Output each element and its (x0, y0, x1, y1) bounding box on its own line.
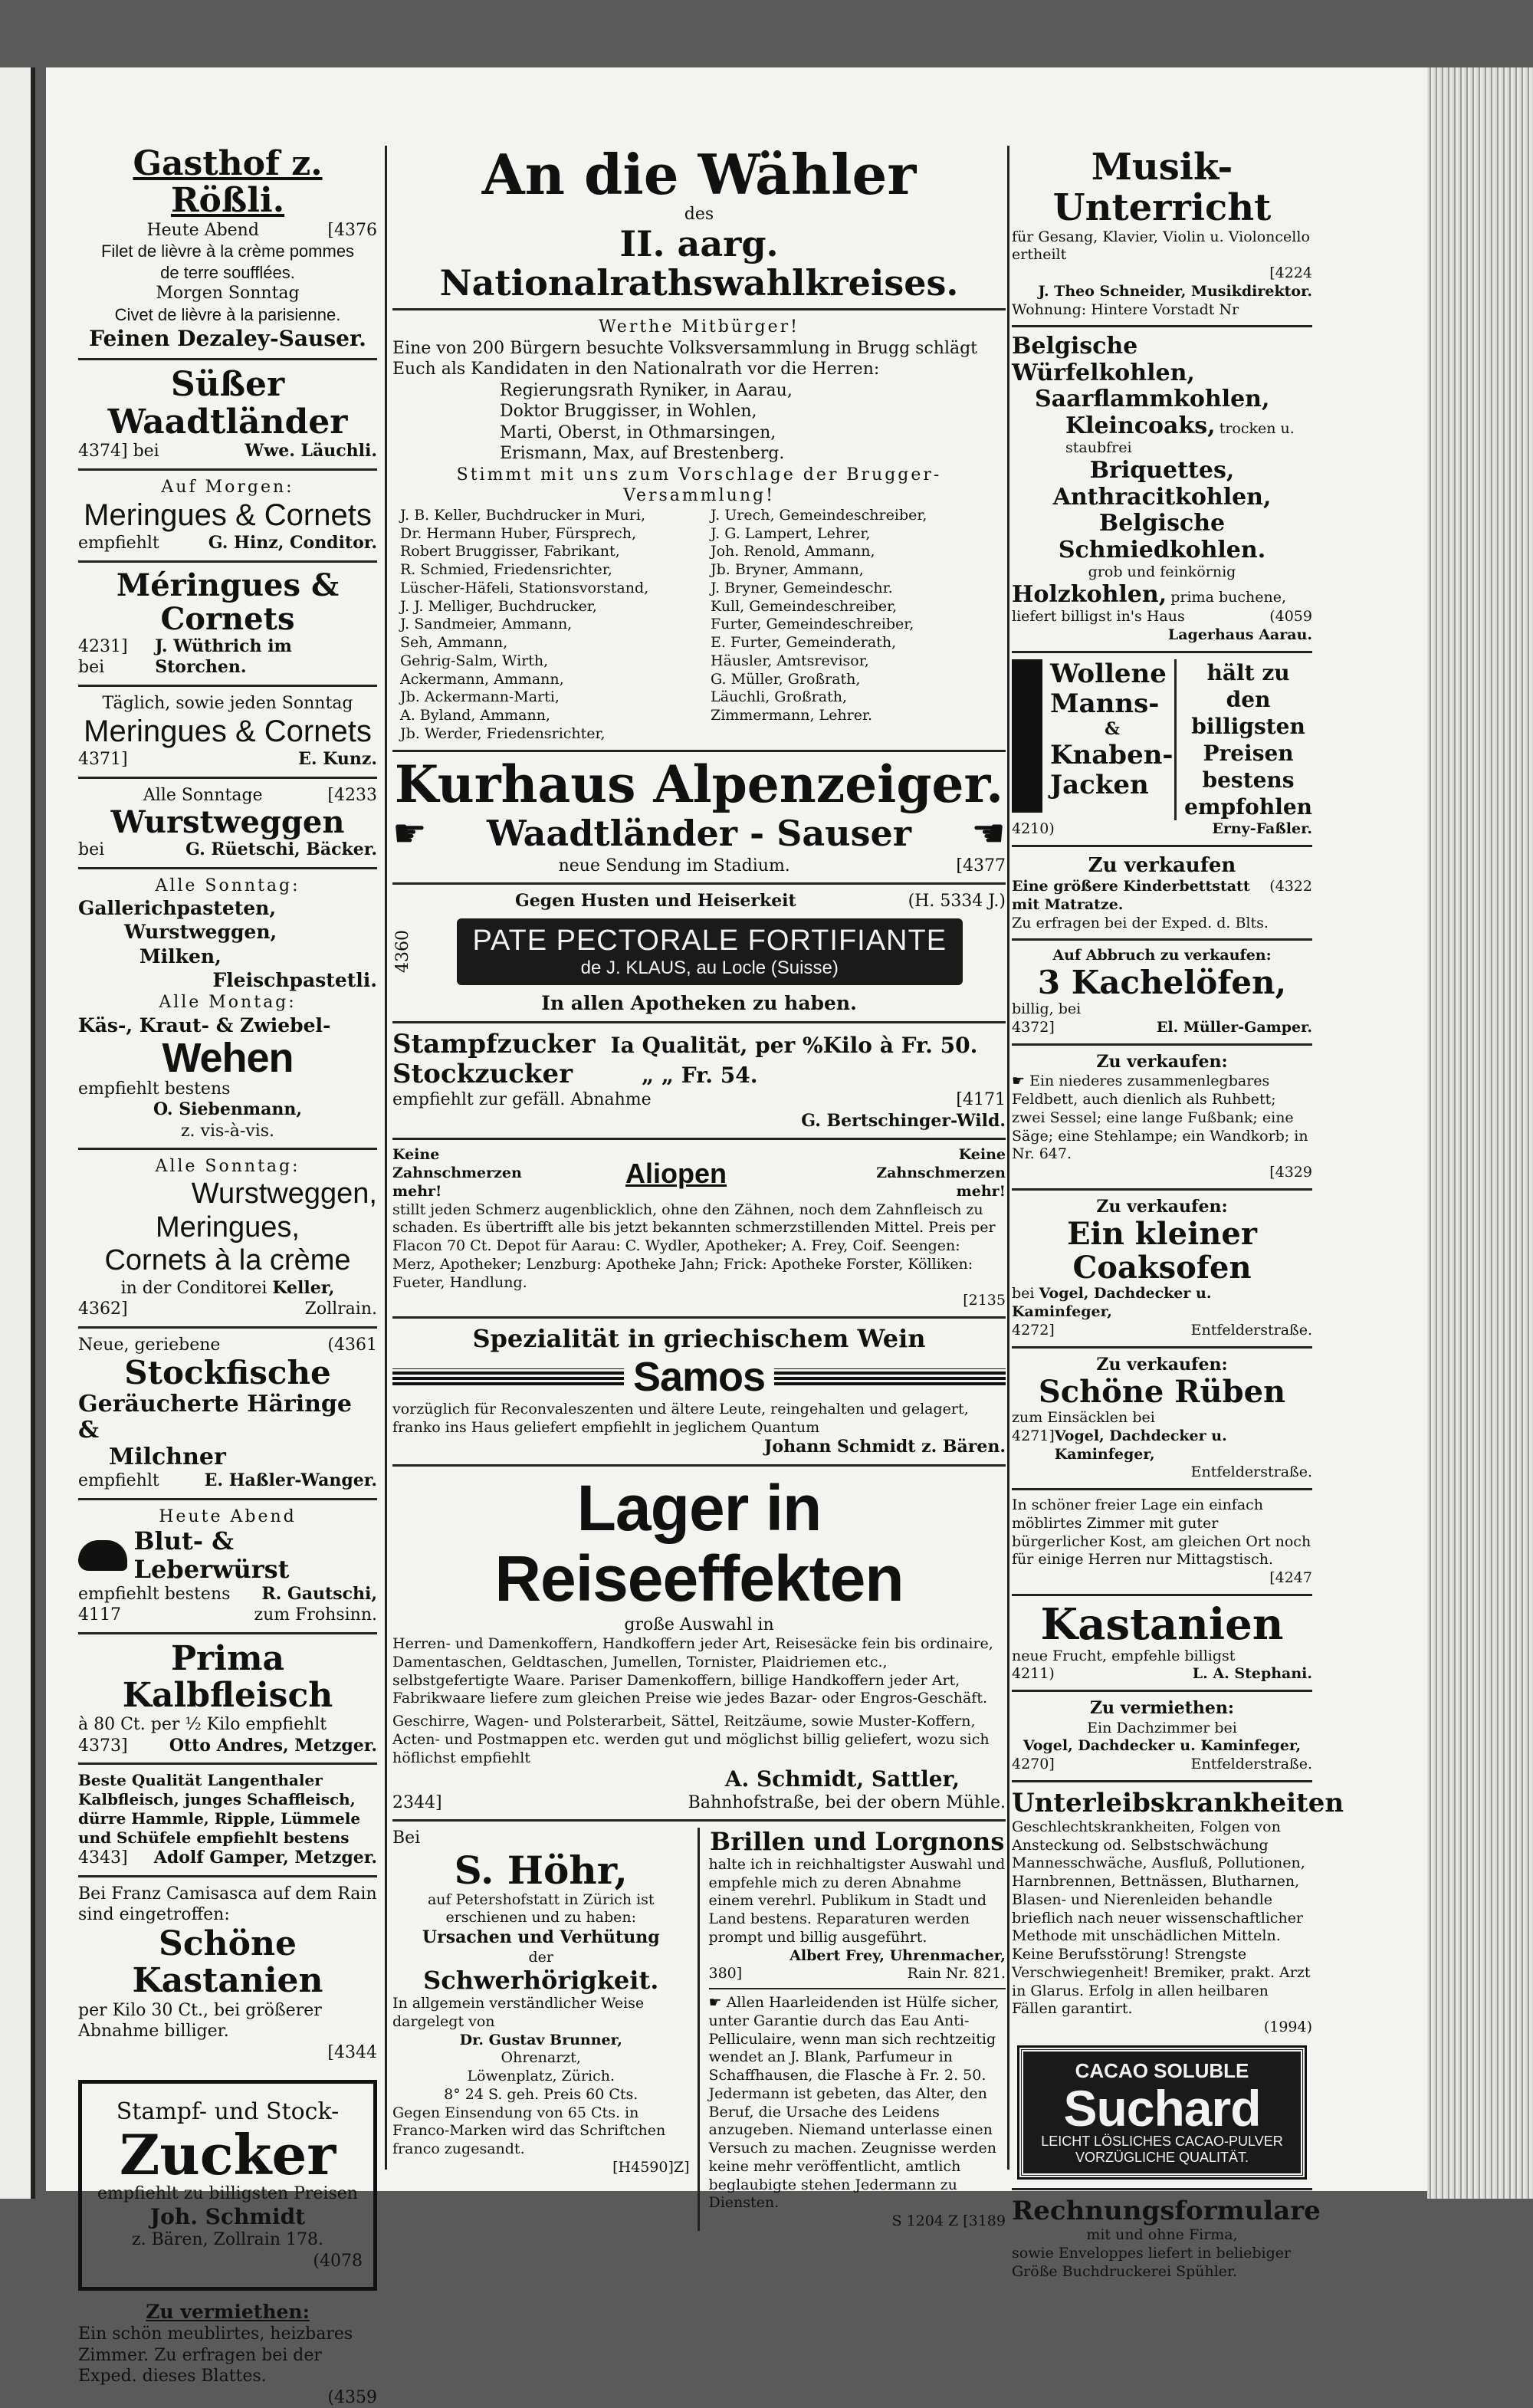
ad-subtitle: Schwerhörigkeit. (423, 1966, 659, 1996)
ad-item: Wollene (1050, 658, 1167, 689)
ad-text: Bahnhofstraße, bei der obern Mühle. (688, 1792, 1006, 1812)
ad-ref: 4270] (1012, 1756, 1055, 1773)
ad-text: Vogel, Dachdecker u. Kaminfeger, (1012, 1285, 1212, 1321)
ad-item: bestens (1202, 767, 1295, 793)
ad-item: Gallerichpasteten, (78, 897, 277, 920)
signatory: Joh. Renold, Ammann, (711, 543, 875, 560)
ad-text: In allen Apotheken zu haben. (541, 991, 857, 1014)
signatory: J. J. Melliger, Buchdrucker, (400, 597, 597, 615)
ad-waehler (392, 142, 1006, 744)
ad-bett (1012, 853, 1312, 933)
ad-ref: [4377 (956, 856, 1006, 875)
signatory: Seh, Ammann, (400, 634, 508, 652)
signatory: A. Byland, Ammann, (400, 707, 550, 724)
ad-ref: (4361 (327, 1335, 377, 1355)
adjacent-page-edge (0, 67, 35, 2199)
column-middle (392, 77, 1006, 2231)
ad-text: Eine von 200 Bürgern besuchte Volksversammlung in Brugg schlägt Euch als Kandidaten in den Nationalrath vor die Herren: (392, 338, 978, 379)
ad-item: Meringues, (156, 1211, 300, 1243)
ad-subtitle: II. aarg. Nationalrathswahlkreises. (439, 223, 959, 304)
ad-name: J. Wüthrich im Storchen. (155, 636, 292, 678)
ad-text: In allgemein verständlicher Weise dargelegt von (392, 1995, 645, 2030)
ad-text: Täglich, sowie jeden Sonntag (102, 693, 353, 713)
ad-subtitle: de J. KLAUS, au Locle (Suisse) (580, 957, 839, 978)
signatory: J. Sandmeier, Ammann, (400, 616, 573, 633)
ad-title: Aliopen (625, 1157, 727, 1189)
ad-title: Wurstweggen (110, 804, 345, 841)
ad-text: mit und ohne Firma, (1086, 2226, 1238, 2244)
ad-ref: (4322 (1269, 878, 1312, 895)
ad-hoehr (392, 1828, 700, 2231)
ad-name: Albert Frey, Uhrenmacher, (789, 1946, 1006, 1964)
ad-text: Herren- und Damenkoffern, Handkoffern jeder Art, Reisesäcke fein bis ordinaire, Damentaschen, Geldtaschen, Jumellen, Tornister, Plaidriemen etc., selbstgefertigte Waare. Pariser Damenkoffern, billige Handkoffern jeder Art, Fabrikwaare liefere zum gleichen Preise wie jedes Bazar- oder Engros-Geschäft. (392, 1635, 993, 1707)
ad-text: 8° 24 S. geh. Preis 60 Cts. (444, 2085, 638, 2103)
ad-item: Geräucherte Häringe & (78, 1390, 352, 1444)
ad-keller (78, 1156, 377, 1320)
ad-name: E. Kunz. (298, 749, 377, 770)
ad-text: Ein Dachzimmer bei (1087, 1719, 1237, 1736)
ad-text: empfiehlt zur gefäll. Abnahme (392, 1090, 652, 1110)
signatories-left (400, 507, 688, 744)
signatories-right (711, 507, 998, 744)
ad-ruetschi (78, 785, 377, 861)
ad-text: VORZÜGLICHE QUALITÄT. (1075, 2149, 1249, 2165)
ad-ref: 4211) (1012, 1665, 1055, 1683)
ad-text: Morgen Sonntag (156, 284, 300, 304)
ad-name: A. Schmidt, Sattler, (724, 1766, 960, 1792)
ad-title: Zu verkaufen (1088, 853, 1236, 877)
ad-ref: 4373] (78, 1736, 128, 1756)
ad-text: sowie Enveloppes liefert in beliebiger Größe Buchdruckerei Spühler. (1012, 2244, 1292, 2280)
ad-item: Wurstweggen, (124, 921, 277, 944)
ad-ref: 4343] (78, 1848, 128, 1868)
ad-text: de terre soufflées. (160, 262, 295, 282)
ad-text: empfiehlt bestens (78, 1584, 231, 1604)
ornament-bar (774, 1368, 1006, 1385)
signatory: J. Bryner, Gemeindeschr. (711, 579, 893, 596)
ad-subtitle: Waadtländer - Sauser (486, 812, 912, 854)
ad-kacheloefen (1012, 947, 1312, 1036)
ad-ref: 4372] (1012, 1019, 1055, 1036)
ad-text: Ohrenarzt, (501, 2049, 581, 2067)
ad-text: für Gesang, Klavier, Violin u. Violoncello ertheilt (1012, 228, 1310, 264)
ad-ref: [4233 (327, 785, 377, 805)
ad-item: empfohlen (1184, 793, 1312, 820)
ad-feldbett (1012, 1052, 1312, 1182)
ad-brillen (709, 1828, 1006, 1983)
ad-text: Eine größere Kinderbettstatt mit Matratze. (1012, 878, 1250, 913)
ad-title: Unterleibskrankheiten (1012, 1787, 1344, 1818)
column-right (1012, 77, 1344, 2281)
pointing-hand-icon: ☛ (708, 1994, 727, 2012)
ad-reiseeffekten (392, 1473, 1006, 1813)
ad-title: Schöne Kastanien (132, 1923, 323, 2001)
ad-name: G. Rüetschi, Bäcker. (185, 839, 377, 860)
ad-ref: [H4590]Z] (612, 2158, 690, 2176)
ad-ref: 4371] (78, 750, 128, 770)
ad-ref: S 1204 Z [3189 (891, 2213, 1006, 2230)
ad-gautschi (78, 1506, 377, 1626)
ad-name: Dr. Gustav Brunner, (459, 2031, 622, 2048)
ad-text: Keine Zahnschmerzen mehr! (876, 1146, 1006, 1200)
ad-text: Bei Franz Camisasca auf dem Rain sind eingetroffen: (78, 1884, 377, 1925)
ad-rueben (1012, 1355, 1312, 1483)
ad-ref: (4078 (313, 2251, 363, 2271)
ad-name: Lagerhaus Aarau. (1167, 626, 1312, 644)
ad-name: G. Bertschinger-Wild. (801, 1110, 1006, 1131)
ad-text: Entfelderstraße. (1190, 1464, 1312, 1481)
ad-coaksofen (1012, 1197, 1312, 1340)
signatory: Robert Bruggisser, Fabrikant, (400, 543, 620, 560)
ad-item: den (1226, 686, 1271, 712)
ad-suchard (1019, 2048, 1305, 2177)
ad-text: Allen Haarleidenden ist Hülfe sicher, unter Garantie durch das Eau Anti-Pelliculaire, wenn man sich rechtzeitig wendet an J. Blank, Parfumeur in Schaffhausen, die Flasche à Fr. 2. 50. Jedermann ist gebeten, das Alter, den Beruf, die Ursache des Leidens anzugeben. Niemand unterlasse einen Versuch zu machen. Zeugnisse werden keine mehr veröffentlicht, amtlich beglaubigte stehen Jedermann zu Diensten. (708, 1994, 1000, 2212)
ad-item: Holzkohlen, (1012, 580, 1167, 608)
ad-item: Belgische Schmiedkohlen. (1058, 510, 1266, 563)
ad-name: R. Gautschi, (261, 1583, 377, 1604)
ad-ref: (1994) (1263, 2019, 1312, 2036)
ad-aliopen (392, 1146, 1006, 1310)
ad-title: PATE PECTORALE FORTIFIANTE (472, 924, 947, 957)
ad-text: empfiehlt (78, 1471, 159, 1491)
ad-text: Stimmt mit uns zum Vorschlage der Brugger-Versammlung! (456, 465, 942, 506)
ad-text: Beste Qualität Langenthaler Kalbfleisch, junges Schaffleisch, dürre Hammle, Ripple, Lümmele und Schüfele empfiehlt bestens (78, 1771, 361, 1848)
ad-name: J. Theo Schneider, Musikdirektor. (1038, 282, 1312, 300)
candidate: Marti, Oberst, in Othmarsingen, (500, 422, 776, 442)
ad-name: Ein kleiner Coaksofen (1067, 1216, 1257, 1286)
ad-title: Suchard (1063, 2079, 1261, 2137)
ad-text: Werthe Mitbürger! (598, 317, 799, 337)
ad-title: Kurhaus Alpenzeiger. (394, 754, 1004, 814)
ad-item: Ia Qualität, per %Kilo à Fr. 50. (610, 1033, 978, 1059)
ad-zimmer (1012, 1496, 1312, 1588)
ad-name: Johann Schmidt z. Bären. (763, 1437, 1006, 1457)
ad-text: bei (78, 840, 105, 860)
ad-title: An die Wähler (481, 142, 917, 207)
candidate: Erismann, Max, auf Brestenberg. (500, 444, 785, 464)
ad-title: 3 Kachelöfen, (1037, 964, 1287, 1002)
ad-text: trocken u. staubfrei (1065, 419, 1295, 457)
ad-text: prima buchene, (1170, 588, 1286, 606)
ad-text: Alle Montag: (159, 993, 297, 1013)
candidate: Regierungsrath Ryniker, in Aarau, (500, 380, 793, 400)
ad-name: Schöne Rüben (1038, 1374, 1286, 1411)
ad-text: halte ich in reichhaltigster Auswahl und empfehle mich zu deren Abnahme einem verehrl. Publikum in Stadt und Land bestens. Reparaturen werden prompt und billig ausgeführt. (708, 1855, 1006, 1946)
ad-item: Käs-, Kraut- & Zwiebel- (78, 1013, 331, 1036)
signatory: Läuchli, Großrath, (711, 688, 848, 706)
ad-text: z. Bären, Zollrain 178. (132, 2230, 323, 2249)
ad-title: Spezialität in griechischem Wein (472, 1324, 926, 1354)
ad-text: Ursachen und Verhütung (422, 1927, 660, 1948)
signatory: Jb. Ackermann-Marti, (400, 688, 560, 706)
ad-title: Meringues & Cornets (84, 498, 372, 533)
pointing-hand-left-icon: ☚ (971, 810, 1006, 856)
ad-item: hält zu (1206, 659, 1290, 685)
ad-title: Süßer Waadtländer (107, 365, 348, 442)
ad-item: Kleincoaks, (1065, 412, 1216, 439)
ad-text: Löwenplatz, Zürich. (467, 2068, 615, 2085)
ad-item: Manns- (1050, 688, 1160, 719)
ad-ref: [4247 (1269, 1569, 1312, 1587)
ad-text: große Auswahl in (624, 1615, 774, 1634)
ad-title: Prima Kalbfleisch (122, 1638, 333, 1716)
ad-ref: 4362] (78, 1299, 128, 1319)
ad-ref: 4271] (1012, 1427, 1055, 1444)
ad-text: Wohnung: Hintere Vorstadt Nr (1012, 301, 1239, 318)
ad-title: Musik-Unterricht (1052, 146, 1272, 229)
ad-item: Briquettes, (1089, 457, 1235, 485)
ad-text: CACAO SOLUBLE (1075, 2058, 1249, 2082)
ad-item: Knaben- (1050, 739, 1174, 770)
ad-item: Milken, (140, 944, 222, 967)
ad-schmidt-zucker (78, 2080, 377, 2291)
ad-name: G. Hinz, Conditor. (208, 533, 377, 554)
ad-ref: 4117 (78, 1605, 121, 1625)
ad-ref: 4210) (1012, 820, 1055, 837)
ad-text: empfiehlt bestens (78, 1079, 231, 1099)
ad-title: Lager in Reiseeffekten (494, 1471, 904, 1615)
signatory: G. Müller, Großrath, (711, 670, 861, 688)
ad-text: Gegen Husten und Heiserkeit (515, 891, 796, 912)
ad-haar (709, 1994, 1006, 2231)
ad-text: billig, bei (1012, 1000, 1082, 1018)
ad-title: Blut- & Leberwürst (133, 1526, 290, 1584)
ad-siebenmann (78, 875, 377, 1142)
column-rule-1 (385, 146, 387, 2170)
ad-name: Otto Andres, Metzger. (169, 1735, 377, 1756)
signatory: Zimmermann, Lehrer. (711, 707, 872, 724)
ad-text: z. vis-à-vis. (180, 1121, 275, 1141)
ad-text: Auf Morgen: (161, 477, 294, 497)
ad-ref: (4059 (1269, 608, 1312, 626)
ad-text: Geschirre, Wagen- und Polsterarbeit, Sättel, Reitzäume, sowie Muster-Koffern, Acten- und Postmappen etc. werden gut und möglichst billig geliefert, wozu sich höflichst empfiehlt (392, 1713, 990, 1766)
ad-name: L. A. Stephani. (1192, 1665, 1312, 1683)
ad-text: Vogel, Dachdecker u. Kaminfeger, (1054, 1427, 1227, 1463)
pointing-hand-icon: ☛ (1012, 1073, 1030, 1090)
ad-hinz (78, 477, 377, 554)
ad-item: „ „ Fr. 54. (642, 1063, 758, 1089)
ad-text: zum Frohsinn. (254, 1605, 377, 1625)
ad-text: Heute Abend (159, 1506, 297, 1526)
ad-title: Kastanien (1040, 1598, 1284, 1650)
ad-text: Entfelderstraße. (1190, 1321, 1312, 1339)
ad-text: in der Conditorei (120, 1278, 268, 1298)
ad-title: Rechnungsformulare (1012, 2195, 1321, 2226)
ad-title: S. Höhr, (454, 1847, 628, 1893)
ad-ref: 2344] (392, 1792, 442, 1812)
ad-title: Brillen und Lorgnons (710, 1827, 1005, 1857)
signatory: J. B. Keller, Buchdrucker in Muri, (400, 506, 645, 524)
ad-gamper (78, 1771, 377, 1869)
ad-ref: (H. 5334 J.) (908, 892, 1006, 912)
page-stack-edge (1427, 67, 1533, 2199)
ad-hassler (78, 1335, 377, 1492)
ad-text: à 80 Ct. per ½ Kilo empfiehlt (78, 1715, 327, 1735)
ad-text: auf Petershofstatt in Zürich ist erschienen und zu haben: (427, 1891, 655, 1927)
ad-name: Samos (632, 1353, 766, 1400)
ad-musik (1012, 147, 1312, 319)
ad-text: neue Frucht, empfehle billigst (1012, 1647, 1236, 1664)
column-rule-2 (1007, 146, 1009, 2170)
ad-text: vorzüglich für Reconvaleszenten und ältere Leute, reingehalten und gelagert, franko ins Haus geliefert empfiehlt in jeglichem Quantum (392, 1400, 969, 1436)
ad-text: per Kilo 30 Ct., bei größerer Abnahme billiger. (78, 2000, 322, 2042)
ad-ref: [2135 (963, 1292, 1006, 1309)
ad-ref: 380] (708, 1965, 743, 1983)
ad-vermieten (78, 2300, 377, 2408)
signatory: Häusler, Amtsrevisor, (711, 652, 869, 669)
ad-ref: 4231] bei (78, 636, 128, 678)
signatory: E. Furter, Gemeinderath, (711, 634, 897, 652)
ad-item: Milchner (109, 1443, 226, 1470)
ad-text: Stampf- und Stock- (116, 2098, 340, 2126)
black-bar-ornament (1012, 659, 1042, 813)
ad-title: Zucker (119, 2121, 336, 2187)
ad-ref: [4376 (327, 220, 377, 240)
ad-text: Zu erfragen bei der Exped. d. Blts. (1012, 914, 1269, 931)
candidate: Doktor Bruggisser, in Wohlen, (500, 402, 757, 422)
ad-kohlen (1012, 333, 1312, 645)
ad-camisasca (78, 1884, 377, 2063)
ad-text: liefert billigst in's Haus (1012, 608, 1185, 626)
ad-ref: [4224 (1269, 264, 1312, 282)
signatory: J. Urech, Gemeindeschreiber, (711, 506, 927, 524)
ad-text: Heute Abend (146, 220, 259, 240)
ad-item: Belgische Würfelkohlen, (1012, 333, 1195, 386)
ad-text: Civet de lièvre à la parisienne. (114, 304, 341, 324)
ad-title: Zu verkaufen: (1096, 1196, 1228, 1217)
signatory: Ackermann, Ammann, (400, 670, 564, 688)
ad-title: Wehen (162, 1034, 294, 1081)
ad-item: Stampfzucker (392, 1029, 596, 1060)
ad-item: Wurstweggen, (191, 1177, 377, 1210)
ad-name: Joh. Schmidt (149, 2203, 306, 2229)
ad-name: Wwe. Läuchli. (245, 441, 377, 462)
duck-icon (78, 1540, 127, 1571)
pointing-hand-right-icon: ☛ (392, 810, 427, 856)
ad-text: Feinen Dezaley-Sauser. (89, 326, 366, 352)
ad-text: grob und feinkörnig (1088, 563, 1236, 581)
ad-ref: 4374] bei (78, 442, 159, 462)
ad-text: Alle Sonntage (143, 785, 263, 805)
ad-text: zum Einsäcklen bei (1012, 1409, 1155, 1427)
signatory: J. G. Lampert, Lehrer, (711, 524, 871, 542)
ad-andres (78, 1638, 377, 1757)
ad-title: Zu verkaufen: (1096, 1354, 1228, 1375)
ad-text: Alle Sonntag: (155, 875, 300, 895)
ad-title: Méringues & Cornets (116, 567, 340, 637)
ad-item: Cornets à la crème (104, 1244, 351, 1277)
signatory: Jb. Bryner, Ammann, (711, 561, 864, 579)
ad-text: Auf Abbruch zu verkaufen: (1052, 947, 1272, 964)
ad-item: Jacken (1050, 769, 1149, 800)
ad-waadtlaender (78, 366, 377, 462)
ad-ref: [4344 (327, 2042, 377, 2062)
signatory: R. Schmied, Friedensrichter, (400, 561, 612, 579)
ad-name: Erny-Faßler. (1212, 820, 1312, 837)
ad-ref: [4171 (956, 1090, 1006, 1110)
ad-text: Entfelderstraße. (1190, 1756, 1312, 1773)
ad-zucker (392, 1030, 1006, 1132)
ad-name: O. Siebenmann, (153, 1099, 302, 1120)
signatory: Jb. Werder, Friedensrichter, (400, 724, 606, 742)
ad-text: Gegen Einsendung von 65 Cts. in Franco-Marken wird das Schriftchen franco zugesandt. (392, 2104, 666, 2158)
signatory: Gehrig-Salm, Wirth, (400, 652, 549, 669)
ad-text: Zollrain. (304, 1299, 377, 1319)
ad-name: Adolf Gamper, Metzger. (153, 1848, 377, 1868)
ad-text: der (528, 1948, 553, 1966)
ad-text: Bei (392, 1828, 421, 1848)
ad-text: Keine Zahnschmerzen mehr! (392, 1146, 522, 1200)
ad-text: In schöner freier Lage ein einfach möblirtes Zimmer mit guter bürgerlicher Kost, am gleichen Ort noch für einige Herren nur Mittagstisch. (1012, 1496, 1311, 1569)
ad-name: E. Haßler-Wanger. (204, 1470, 377, 1491)
ad-name: El. Müller-Gamper. (1156, 1019, 1312, 1036)
ad-text: Ein schön meublirtes, heizbares Zimmer. Zu erfragen bei der Exped. dieses Blattes. (78, 2324, 353, 2387)
ad-jacken (1012, 659, 1312, 839)
ad-title: Zu vermiethen: (146, 2301, 310, 2323)
ad-title: Zu vermiethen: (1090, 1698, 1234, 1719)
ad-text: empfiehlt zu billigsten Preisen (97, 2184, 358, 2204)
ad-item: Stockzucker (392, 1059, 573, 1090)
ad-samos (392, 1325, 1006, 1458)
signatory: Lüscher-Häfeli, Stationsvorstand, (400, 579, 649, 596)
ad-unterleib (1012, 1787, 1344, 2037)
ornament-bar (392, 1368, 624, 1385)
ad-kurhaus (392, 754, 1006, 877)
ad-text: stillt jeden Schmerz augenblicklich, ohne den Zähnen, noch dem Zahnfleisch zu schaden. Es übertrifft alle bis jetzt bekannten schmerzstillenden Mittel. Preis per Flacon 70 Ct. Depot für Aarau: C. Wydler, Apotheker; A. Frey, Coif. Seengen: Merz, Apotheker; Lenzburg: Apotheke Jahn; Frick: Apotheke Forster, Kölliken: Fueter, Handlung. (392, 1201, 996, 1291)
ad-ref: (4359 (327, 2387, 377, 2407)
ad-text: Vogel, Dachdecker u. Kaminfeger, (1023, 1737, 1302, 1755)
ad-item: & (1105, 719, 1120, 740)
ad-text: des (684, 204, 714, 224)
ad-pate-pectorale (392, 891, 1006, 1015)
ad-kastanien (1012, 1598, 1312, 1684)
ad-rossli (78, 146, 377, 352)
ad-name: Keller, (272, 1277, 335, 1298)
ad-ref: [4329 (1269, 1164, 1312, 1181)
ad-text: Geschlechtskrankheiten, Folgen von Ansteckung od. Selbstschwächung Mannesschwäche, Ausfluß, Pollutionen, Harnbrennen, Bettnässen, Blutharnen, Blasen- und Nierenleiden behandle brieflich nach neuer wissenschaftlicher Methode mit unschädlichen Mitteln. Keine Berufsstörung! Strengste Verschwiegenheit! Bremiker, prakt. Arzt in Glarus. Erfolg in allen heilbaren Fällen garantirt. (1012, 1818, 1311, 2018)
ad-item: Saarflammkohlen, (1035, 386, 1270, 413)
ad-text: neue Sendung im Stadium. (558, 856, 790, 875)
signatory: Kull, Gemeindeschreiber, (711, 597, 898, 615)
ad-text: empfiehlt (78, 534, 159, 554)
ad-text: Alle Sonntag: (155, 1157, 300, 1177)
ad-text: LEICHT LÖSLICHES CACAO-PULVER (1041, 2133, 1283, 2149)
ad-text: Rain Nr. 821. (907, 1965, 1006, 1983)
signatory: Furter, Gemeindeschreiber, (711, 616, 914, 633)
ad-ref: 4360 (393, 930, 412, 974)
ad-title: Gasthof z. Rößli. (133, 144, 323, 221)
ad-title: Meringues & Cornets (84, 715, 372, 749)
ad-title: Zu verkaufen: (1096, 1051, 1228, 1072)
ad-rechnung (1012, 2195, 1321, 2281)
ad-title: Stockfische (124, 1354, 331, 1392)
ad-text: Ein niederes zusammenlegbares Feldbett, auch dienlich als Ruhbett; zwei Sessel; eine lange Fußbank; eine Säge; eine Stehlampe; ein Wandkorb; in Nr. 647. (1012, 1073, 1308, 1163)
ad-text: Neue, geriebene (78, 1335, 221, 1355)
ad-text: Filet de lièvre à la crème pommes (100, 241, 355, 261)
ad-dachzimmer (1012, 1698, 1312, 1774)
column-left (78, 77, 377, 2408)
ad-wuethrich (78, 569, 377, 678)
ad-kunz (78, 693, 377, 770)
ad-item: Anthracitkohlen, (1052, 483, 1272, 511)
ad-item: billigsten (1191, 713, 1305, 739)
ad-text: bei (1012, 1285, 1035, 1303)
ad-ref: 4272] (1012, 1321, 1055, 1339)
ad-item: Preisen (1203, 740, 1294, 766)
signatory: Dr. Hermann Huber, Fürsprech, (400, 524, 637, 542)
ad-item: Fleischpastetli. (212, 968, 377, 991)
